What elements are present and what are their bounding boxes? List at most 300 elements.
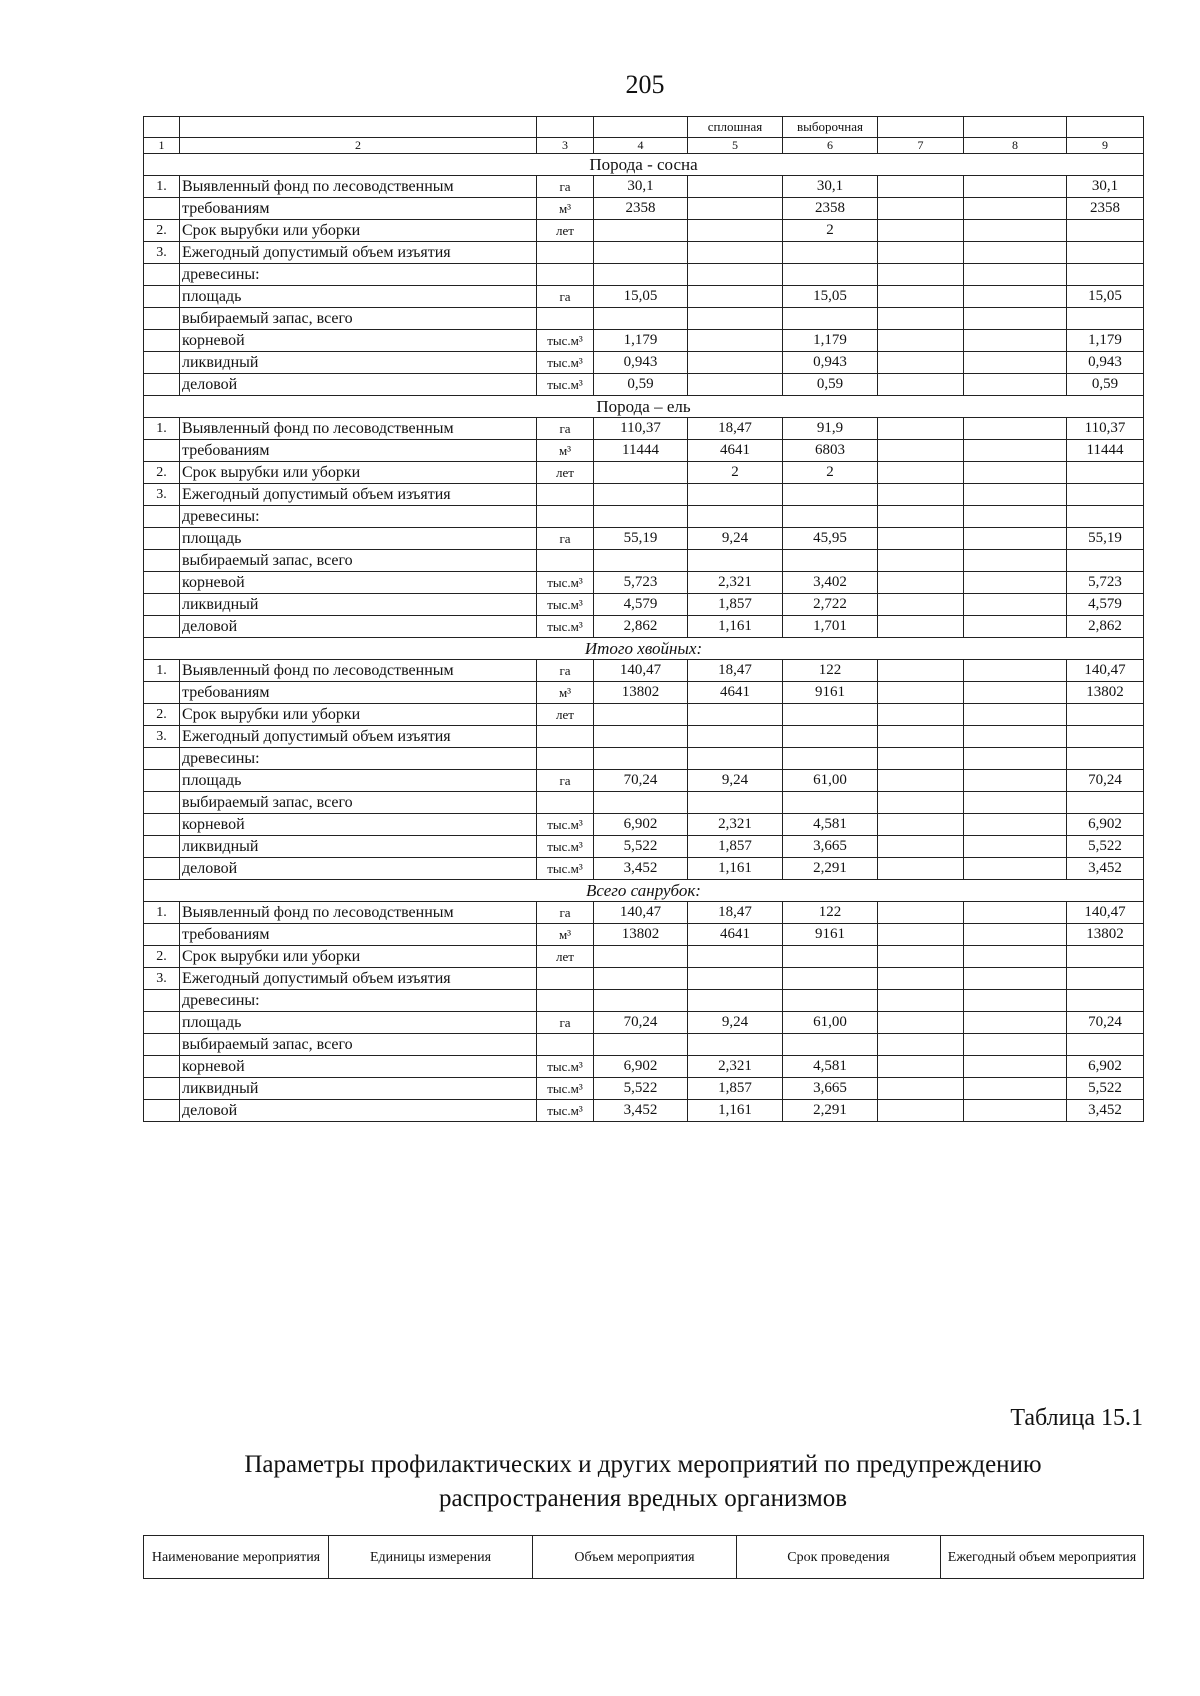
table-row <box>144 198 1144 220</box>
table-cell <box>878 528 964 550</box>
table-cell: 2. <box>144 946 180 968</box>
table-cell <box>878 924 964 946</box>
table-cell <box>964 814 1067 836</box>
table-cell: площадь <box>180 770 537 792</box>
table-cell: выбираемый запас, всего <box>180 308 537 330</box>
table-cell: 91,9 <box>783 418 878 440</box>
table-cell: 3,665 <box>783 1078 878 1100</box>
table-cell <box>594 946 688 968</box>
table-cell: Срок вырубки или уборки <box>180 220 537 242</box>
table-cell: 6,902 <box>1067 1056 1144 1078</box>
table-cell <box>144 264 180 286</box>
column-number-cell: 6 <box>783 138 878 154</box>
table-cell: 9161 <box>783 924 878 946</box>
table-cell <box>878 1012 964 1034</box>
table-cell <box>964 374 1067 396</box>
table-row <box>144 814 1144 836</box>
table-cell <box>144 990 180 1012</box>
table-cell <box>878 440 964 462</box>
table-cell <box>144 572 180 594</box>
table-cell: деловой <box>180 1100 537 1122</box>
table-cell: га <box>537 418 594 440</box>
table-cell <box>964 484 1067 506</box>
table-cell <box>878 968 964 990</box>
table-cell <box>878 902 964 924</box>
table-cell: га <box>537 770 594 792</box>
table-cell: 1,179 <box>594 330 688 352</box>
table-cell <box>688 242 783 264</box>
table-cell: 4,581 <box>783 1056 878 1078</box>
table-cell: деловой <box>180 374 537 396</box>
section-title: Всего санрубок: <box>144 880 1144 902</box>
table-cell <box>964 176 1067 198</box>
table-cell: 5,522 <box>594 836 688 858</box>
table-cell: га <box>537 528 594 550</box>
table-cell: требованиям <box>180 440 537 462</box>
table-cell <box>1067 792 1144 814</box>
table-cell <box>594 462 688 484</box>
table-cell: 61,00 <box>783 770 878 792</box>
table-cell: 1. <box>144 418 180 440</box>
table-cell <box>783 792 878 814</box>
table-cell: 5,723 <box>594 572 688 594</box>
table-cell <box>144 352 180 374</box>
table-cell: 2,722 <box>783 594 878 616</box>
header-term: Срок проведения <box>737 1536 941 1579</box>
table-cell <box>783 704 878 726</box>
table-cell <box>688 286 783 308</box>
table-cell: деловой <box>180 858 537 880</box>
table-cell <box>964 506 1067 528</box>
table-cell <box>878 858 964 880</box>
header-cell <box>594 117 688 138</box>
table-cell: Срок вырубки или уборки <box>180 704 537 726</box>
column-number-cell: 3 <box>537 138 594 154</box>
table-cell <box>144 308 180 330</box>
measures-table-header-row <box>144 1536 1144 1579</box>
table-cell <box>144 286 180 308</box>
table-cell <box>878 572 964 594</box>
table-cell: 122 <box>783 902 878 924</box>
table-cell: 5,723 <box>1067 572 1144 594</box>
header-cell <box>144 117 180 138</box>
table-cell: 3. <box>144 484 180 506</box>
table-cell <box>783 484 878 506</box>
table-cell <box>537 264 594 286</box>
table-row <box>144 858 1144 880</box>
table-cell: 70,24 <box>594 1012 688 1034</box>
table-cell <box>964 1056 1067 1078</box>
table-cell <box>594 1034 688 1056</box>
table-cell: 2,291 <box>783 858 878 880</box>
table-cell: 6,902 <box>1067 814 1144 836</box>
table-cell <box>878 330 964 352</box>
table-cell <box>964 792 1067 814</box>
table-cell <box>688 968 783 990</box>
table-cell <box>783 748 878 770</box>
table-cell: 4641 <box>688 924 783 946</box>
table-cell <box>878 484 964 506</box>
table-cell: тыс.м³ <box>537 572 594 594</box>
table-cell <box>594 484 688 506</box>
table-cell: га <box>537 1012 594 1034</box>
table-cell <box>594 220 688 242</box>
table-cell <box>537 792 594 814</box>
table-cell: тыс.м³ <box>537 814 594 836</box>
table-row <box>144 462 1144 484</box>
table-row <box>144 682 1144 704</box>
table-cell: Срок вырубки или уборки <box>180 946 537 968</box>
table-cell <box>783 726 878 748</box>
table-cell: 15,05 <box>594 286 688 308</box>
table-row <box>144 660 1144 682</box>
table-row <box>144 726 1144 748</box>
table-row <box>144 1078 1144 1100</box>
table-cell: тыс.м³ <box>537 1078 594 1100</box>
table-cell <box>1067 506 1144 528</box>
table-cell: тыс.м³ <box>537 1100 594 1122</box>
table-cell: 5,522 <box>594 1078 688 1100</box>
table-cell: 11444 <box>594 440 688 462</box>
table-cell: 30,1 <box>1067 176 1144 198</box>
table-cell: Выявленный фонд по лесоводственным <box>180 902 537 924</box>
section-title-row <box>144 154 1144 176</box>
table-cell: 3. <box>144 968 180 990</box>
table-cell: ликвидный <box>180 1078 537 1100</box>
table-row <box>144 176 1144 198</box>
table-cell: тыс.м³ <box>537 858 594 880</box>
table-cell <box>144 330 180 352</box>
table-cell <box>783 308 878 330</box>
table-cell: 13802 <box>594 682 688 704</box>
table-cell: 122 <box>783 660 878 682</box>
table-cell <box>688 220 783 242</box>
table-cell: 4,579 <box>594 594 688 616</box>
table-cell <box>144 836 180 858</box>
table-cell: 3. <box>144 726 180 748</box>
table-row <box>144 924 1144 946</box>
table-cell <box>688 704 783 726</box>
table-cell <box>1067 1034 1144 1056</box>
table-cell: 3,452 <box>1067 858 1144 880</box>
table-cell <box>964 550 1067 572</box>
table-cell <box>964 660 1067 682</box>
table-row <box>144 594 1144 616</box>
table-cell: 3,665 <box>783 836 878 858</box>
table-cell: древесины: <box>180 990 537 1012</box>
table-cell: 11444 <box>1067 440 1144 462</box>
table-cell <box>1067 990 1144 1012</box>
table-cell: Ежегодный допустимый объем изъятия <box>180 726 537 748</box>
table-cell <box>964 462 1067 484</box>
table-cell: 1. <box>144 176 180 198</box>
table-cell: корневой <box>180 572 537 594</box>
forest-volume-table-body <box>144 117 1144 1122</box>
table-cell <box>1067 550 1144 572</box>
column-number-cell: 9 <box>1067 138 1144 154</box>
table-cell <box>537 506 594 528</box>
table-cell: 6803 <box>783 440 878 462</box>
table-cell: 1,857 <box>688 594 783 616</box>
table-cell <box>878 286 964 308</box>
table-cell <box>878 814 964 836</box>
table-cell: корневой <box>180 330 537 352</box>
table-cell: 0,943 <box>1067 352 1144 374</box>
table-cell: га <box>537 176 594 198</box>
table-row <box>144 440 1144 462</box>
table-row <box>144 264 1144 286</box>
table-cell: выбираемый запас, всего <box>180 1034 537 1056</box>
table-cell: 9161 <box>783 682 878 704</box>
table-cell <box>783 990 878 1012</box>
table-cell: 1,857 <box>688 836 783 858</box>
table-cell <box>964 770 1067 792</box>
table-cell <box>878 704 964 726</box>
table-cell <box>1067 946 1144 968</box>
section-title: Порода - сосна <box>144 154 1144 176</box>
table-cell: тыс.м³ <box>537 374 594 396</box>
table-cell <box>878 990 964 1012</box>
table-cell: 0,59 <box>783 374 878 396</box>
table-cell <box>964 594 1067 616</box>
table-cell: Ежегодный допустимый объем изъятия <box>180 242 537 264</box>
table-cell <box>783 968 878 990</box>
table-cell <box>964 704 1067 726</box>
table-cell: 45,95 <box>783 528 878 550</box>
table-cell <box>144 1100 180 1122</box>
table-cell <box>964 836 1067 858</box>
table-cell <box>878 946 964 968</box>
table-row <box>144 836 1144 858</box>
column-number-row <box>144 138 1144 154</box>
table-cell <box>594 704 688 726</box>
table-row <box>144 792 1144 814</box>
table-cell: тыс.м³ <box>537 330 594 352</box>
table-row <box>144 374 1144 396</box>
table-cell: 15,05 <box>1067 286 1144 308</box>
table-title-line-2: распространения вредных организмов <box>438 1485 848 1512</box>
table-cell <box>878 374 964 396</box>
table-cell <box>1067 968 1144 990</box>
table-cell: корневой <box>180 1056 537 1078</box>
table-cell: 2,321 <box>688 1056 783 1078</box>
table-cell: м³ <box>537 198 594 220</box>
table-cell: 1. <box>144 660 180 682</box>
table-cell <box>688 1034 783 1056</box>
table-cell: тыс.м³ <box>537 352 594 374</box>
table-cell: 2358 <box>1067 198 1144 220</box>
table-cell <box>594 308 688 330</box>
table-title <box>143 1448 1143 1516</box>
table-cell: 1,179 <box>1067 330 1144 352</box>
table-cell: требованиям <box>180 198 537 220</box>
table-cell <box>878 726 964 748</box>
table-row <box>144 946 1144 968</box>
table-cell <box>878 770 964 792</box>
table-row <box>144 990 1144 1012</box>
table-cell: 70,24 <box>1067 1012 1144 1034</box>
table-cell <box>688 990 783 1012</box>
table-cell: 110,37 <box>1067 418 1144 440</box>
table-cell <box>964 616 1067 638</box>
table-cell <box>964 220 1067 242</box>
table-cell <box>878 594 964 616</box>
header-units: Единицы измерения <box>329 1536 533 1579</box>
table-cell <box>964 1100 1067 1122</box>
table-cell <box>537 242 594 264</box>
table-row <box>144 352 1144 374</box>
table-cell <box>1067 242 1144 264</box>
table-cell: 140,47 <box>1067 902 1144 924</box>
table-cell: 2,321 <box>688 572 783 594</box>
table-cell <box>144 198 180 220</box>
section-title-row <box>144 880 1144 902</box>
table-cell <box>783 1034 878 1056</box>
column-number-cell: 8 <box>964 138 1067 154</box>
table-cell: выбираемый запас, всего <box>180 792 537 814</box>
table-cell: 3,452 <box>594 858 688 880</box>
column-number-cell: 2 <box>180 138 537 154</box>
table-cell <box>537 308 594 330</box>
table-cell: 0,943 <box>594 352 688 374</box>
table-cell <box>964 308 1067 330</box>
table-cell <box>144 792 180 814</box>
table-cell <box>878 1056 964 1078</box>
table-row <box>144 1034 1144 1056</box>
table-cell: 1,161 <box>688 858 783 880</box>
table-cell <box>594 506 688 528</box>
table-cell: 2. <box>144 462 180 484</box>
table-cell: 2,321 <box>688 814 783 836</box>
table-cell <box>688 550 783 572</box>
table-cell <box>688 748 783 770</box>
table-cell <box>878 836 964 858</box>
table-cell <box>144 814 180 836</box>
table-cell <box>964 1012 1067 1034</box>
table-cell: 2. <box>144 704 180 726</box>
table-cell <box>964 242 1067 264</box>
section-title: Порода – ель <box>144 396 1144 418</box>
table-cell: 140,47 <box>594 902 688 924</box>
table-cell: 18,47 <box>688 902 783 924</box>
table-cell <box>783 946 878 968</box>
table-cell <box>878 220 964 242</box>
table-cell: Выявленный фонд по лесоводственным <box>180 176 537 198</box>
table-cell: 70,24 <box>1067 770 1144 792</box>
table-cell <box>144 748 180 770</box>
table-cell <box>878 462 964 484</box>
table-caption: Таблица 15.1 <box>1010 1405 1143 1431</box>
table-cell <box>964 286 1067 308</box>
table-cell <box>1067 220 1144 242</box>
table-cell <box>878 418 964 440</box>
table-cell <box>964 528 1067 550</box>
forest-volume-table <box>143 116 1144 1122</box>
table-cell <box>964 1034 1067 1056</box>
table-cell: 55,19 <box>594 528 688 550</box>
table-cell <box>878 506 964 528</box>
table-row <box>144 550 1144 572</box>
table-cell <box>594 748 688 770</box>
header-cell: сплошная <box>688 117 783 138</box>
table-row <box>144 902 1144 924</box>
table-cell: ликвидный <box>180 836 537 858</box>
table-title-line-1: Параметры профилактических и других мероприятий по предупреждению <box>244 1451 1042 1478</box>
table-cell: 4,579 <box>1067 594 1144 616</box>
header-cell <box>878 117 964 138</box>
table-cell: 18,47 <box>688 418 783 440</box>
table-cell <box>964 924 1067 946</box>
table-cell: требованиям <box>180 924 537 946</box>
table-cell <box>964 968 1067 990</box>
table-cell: требованиям <box>180 682 537 704</box>
table-cell: 2,862 <box>594 616 688 638</box>
header-cell <box>964 117 1067 138</box>
table-cell: лет <box>537 220 594 242</box>
table-cell: ликвидный <box>180 594 537 616</box>
table-cell <box>144 1078 180 1100</box>
table-row <box>144 704 1144 726</box>
table-cell: Выявленный фонд по лесоводственным <box>180 418 537 440</box>
table-cell: выбираемый запас, всего <box>180 550 537 572</box>
table-cell: 30,1 <box>783 176 878 198</box>
table-cell <box>688 792 783 814</box>
table-cell: 1. <box>144 902 180 924</box>
table-cell <box>1067 726 1144 748</box>
table-cell: 15,05 <box>783 286 878 308</box>
table-row <box>144 528 1144 550</box>
table-cell <box>964 198 1067 220</box>
table-row <box>144 770 1144 792</box>
table-row <box>144 572 1144 594</box>
table-cell: 4641 <box>688 440 783 462</box>
table-cell <box>878 264 964 286</box>
table-cell <box>144 682 180 704</box>
table-cell: 3,452 <box>594 1100 688 1122</box>
table-row <box>144 286 1144 308</box>
table-cell <box>144 770 180 792</box>
table-cell: 140,47 <box>1067 660 1144 682</box>
table-cell <box>1067 748 1144 770</box>
section-title-row <box>144 638 1144 660</box>
table-cell <box>964 682 1067 704</box>
table-cell: древесины: <box>180 506 537 528</box>
table-cell: м³ <box>537 440 594 462</box>
table-cell: 2 <box>688 462 783 484</box>
table-cell <box>878 176 964 198</box>
table-cell: 6,902 <box>594 1056 688 1078</box>
table-cell: 55,19 <box>1067 528 1144 550</box>
column-number-cell: 4 <box>594 138 688 154</box>
table-cell <box>783 242 878 264</box>
table-cell: 2358 <box>594 198 688 220</box>
table-cell <box>594 264 688 286</box>
table-row <box>144 748 1144 770</box>
table-cell <box>878 550 964 572</box>
table-cell: деловой <box>180 616 537 638</box>
table-cell <box>688 374 783 396</box>
table-cell: га <box>537 660 594 682</box>
table-cell <box>537 1034 594 1056</box>
table-cell <box>878 792 964 814</box>
table-cell: 2 <box>783 462 878 484</box>
table-cell <box>144 924 180 946</box>
table-cell <box>594 990 688 1012</box>
table-cell <box>594 242 688 264</box>
table-cell <box>688 308 783 330</box>
table-cell <box>144 374 180 396</box>
table-cell <box>964 990 1067 1012</box>
